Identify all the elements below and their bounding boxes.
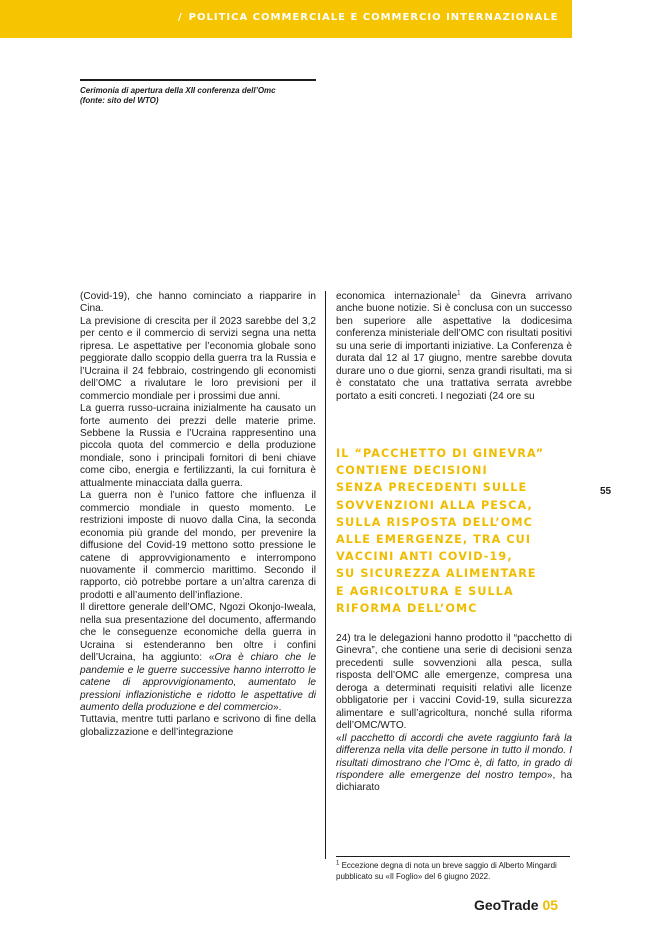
pull-quote-line: IL “PACCHETTO DI GINEVRA”	[336, 447, 545, 460]
footnote-number: 1	[336, 860, 340, 867]
pull-quote-line: ALLE EMERGENZE, TRA CUI	[336, 533, 532, 547]
pull-quote-line: SOVVENZIONI ALLA PESCA,	[336, 498, 533, 512]
pull-quote-line: VACCINI ANTI COVID-19,	[336, 550, 513, 564]
brand-name: GeoTrade	[474, 897, 539, 913]
footnote	[336, 860, 572, 882]
column-divider	[325, 291, 326, 859]
footnote-reference[interactable]: 1	[457, 290, 461, 297]
paragraph: (Covid-19), che hanno cominciato a riapparire in Cina.	[80, 291, 316, 315]
section-header-band	[0, 0, 572, 38]
caption-line-2: (fonte: sito del WTO)	[80, 96, 159, 105]
magazine-brand	[474, 897, 558, 913]
paragraph: La guerra russo-ucraina inizialmente ha causato un forte aumento dei prezzi delle materie prime. Sebbene la Russia e l’Ucraina rappresentino una piccola quota del commercio e della produzione mondiale, sono i principali fornitori di beni chiave come cibo, energia e fertilizzanti, la cui fornitura è attualmente minacciata dalla guerra.	[80, 403, 316, 489]
quote-open: «	[336, 732, 342, 744]
paragraph-text: », ha dichiarato	[336, 769, 572, 794]
pull-quote-line: CONTIENE DECISIONI	[336, 464, 488, 478]
section-title-text: POLITICA COMMERCIALE E COMMERCIO INTERNAZIONALE	[188, 12, 559, 23]
paragraph-quote	[80, 602, 316, 714]
paragraph-quote	[336, 733, 572, 795]
right-column-top	[336, 291, 572, 403]
paragraph-lead: Il direttore generale dell’OMC, Ngozi Okonjo-Iweala, nella sua presentazione del documento, affermando che le conseguenze economiche della guerra in Ucraina si estenderanno ben oltre i confini dell’Ucraina, ha aggiunto: «	[80, 602, 316, 664]
pull-quote-line: SENZA PRECEDENTI SULLE	[336, 481, 528, 495]
caption-line-1: Cerimonia di apertura della XII conferenza dell’Omc	[80, 86, 276, 95]
caption-rule	[80, 79, 316, 81]
section-slash: /	[178, 12, 183, 23]
quote-text: Ora è chiaro che le pandemie e le guerre successive hanno interrotto le catene di approvvigionamento, aumentato le pressioni inflazionistiche e ridotto le aspettative di aumento della produzione e del commercio	[80, 652, 317, 713]
footnote-text: Eccezione degna di nota un breve saggio di Alberto Mingardi pubblicato su «Il Foglio» del 6 giugno 2022.	[336, 861, 557, 881]
issue-number: 05	[542, 897, 559, 913]
paragraph	[336, 291, 572, 403]
pull-quote	[336, 445, 572, 617]
paragraph: Tuttavia, mentre tutti parlano e scrivono di fine della globalizzazione e dell’integrazione	[80, 714, 316, 738]
paragraph-lead: economica internazionale	[336, 291, 458, 302]
photo-caption	[80, 86, 320, 106]
quote-close: ».	[273, 701, 282, 713]
paragraph: La previsione di crescita per il 2023 sarebbe del 3,2 per cento e il commercio di servizi segna una netta ripresa. Le aspettative per l’economia globale sono peggiorate dallo scoppio della guerra tra la Russia e l’Ucraina il 24 febbraio, costringendo gli economisti dell’OMC a rivalutare le loro previsioni per il commercio mondiale per i prossimi due anni.	[80, 315, 316, 402]
pull-quote-line: RIFORMA DELL’OMC	[336, 601, 478, 615]
quote-text: Il pacchetto di accordi che avete raggiunto farà la differenza nella vita delle persone in tutto il mondo. I risultati dimostrano che l’Omc è, di fatto, in grado di rispondere alle emergenze del nostro tempo	[336, 732, 572, 781]
pull-quote-line: SULLA RISPOSTA DELL’OMC	[336, 515, 533, 529]
paragraph: La guerra non è l’unico fattore che influenza il commercio mondiale in questo momento. Le restrizioni imposte di nuovo dalla Cina, la seconda economia più grande del mondo, per prevenire la diffusione del Covid-19 mettono sotto pressione le catene di approvvigionamento e interrompono nuovamente il commercio marittimo. Secondo il rapporto, ciò potrebbe portare a un’altra carenza di prodotti e all’aumento dell’inflazione.	[80, 490, 316, 601]
paragraph: 24) tra le delegazioni hanno prodotto il “pacchetto di Ginevra”, che contiene una serie di decisioni senza precedenti sulle sovvenzioni alla pesca, sulla risposta dell’OMC alle emergenze, compresa una deroga a determinati requisiti relativi alle licenze obbligatorie per i vaccini Covid-19, sulla sicurezza alimentare e sull’agricoltura, nonché sulla riforma dell’OMC/WTO.	[336, 633, 572, 732]
right-column-bottom	[336, 633, 572, 795]
pull-quote-line: E AGRICOLTURA E SULLA	[336, 584, 514, 598]
section-title	[178, 12, 558, 23]
pull-quote-line: SU SICUREZZA ALIMENTARE	[336, 567, 537, 581]
page-number: 55	[600, 486, 612, 497]
paragraph-text: da Ginevra arrivano anche buone notizie. Si è conclusa con un successo ben superiore alle aspettative la dodicesima conferenza ministeriale dell’OMC con risultati positivi su una serie di importanti iniziative. La Conferenza è durata dal 12 al 17 giugno, mentre sarebbe dovuta durare uno o due giorni, senza grandi risultati, ma si è constatato che una trattativa serrata avrebbe portato a esiti concreti. I negoziati (24 ore su	[336, 291, 573, 402]
left-column	[80, 291, 316, 739]
footnote-rule	[336, 856, 570, 857]
